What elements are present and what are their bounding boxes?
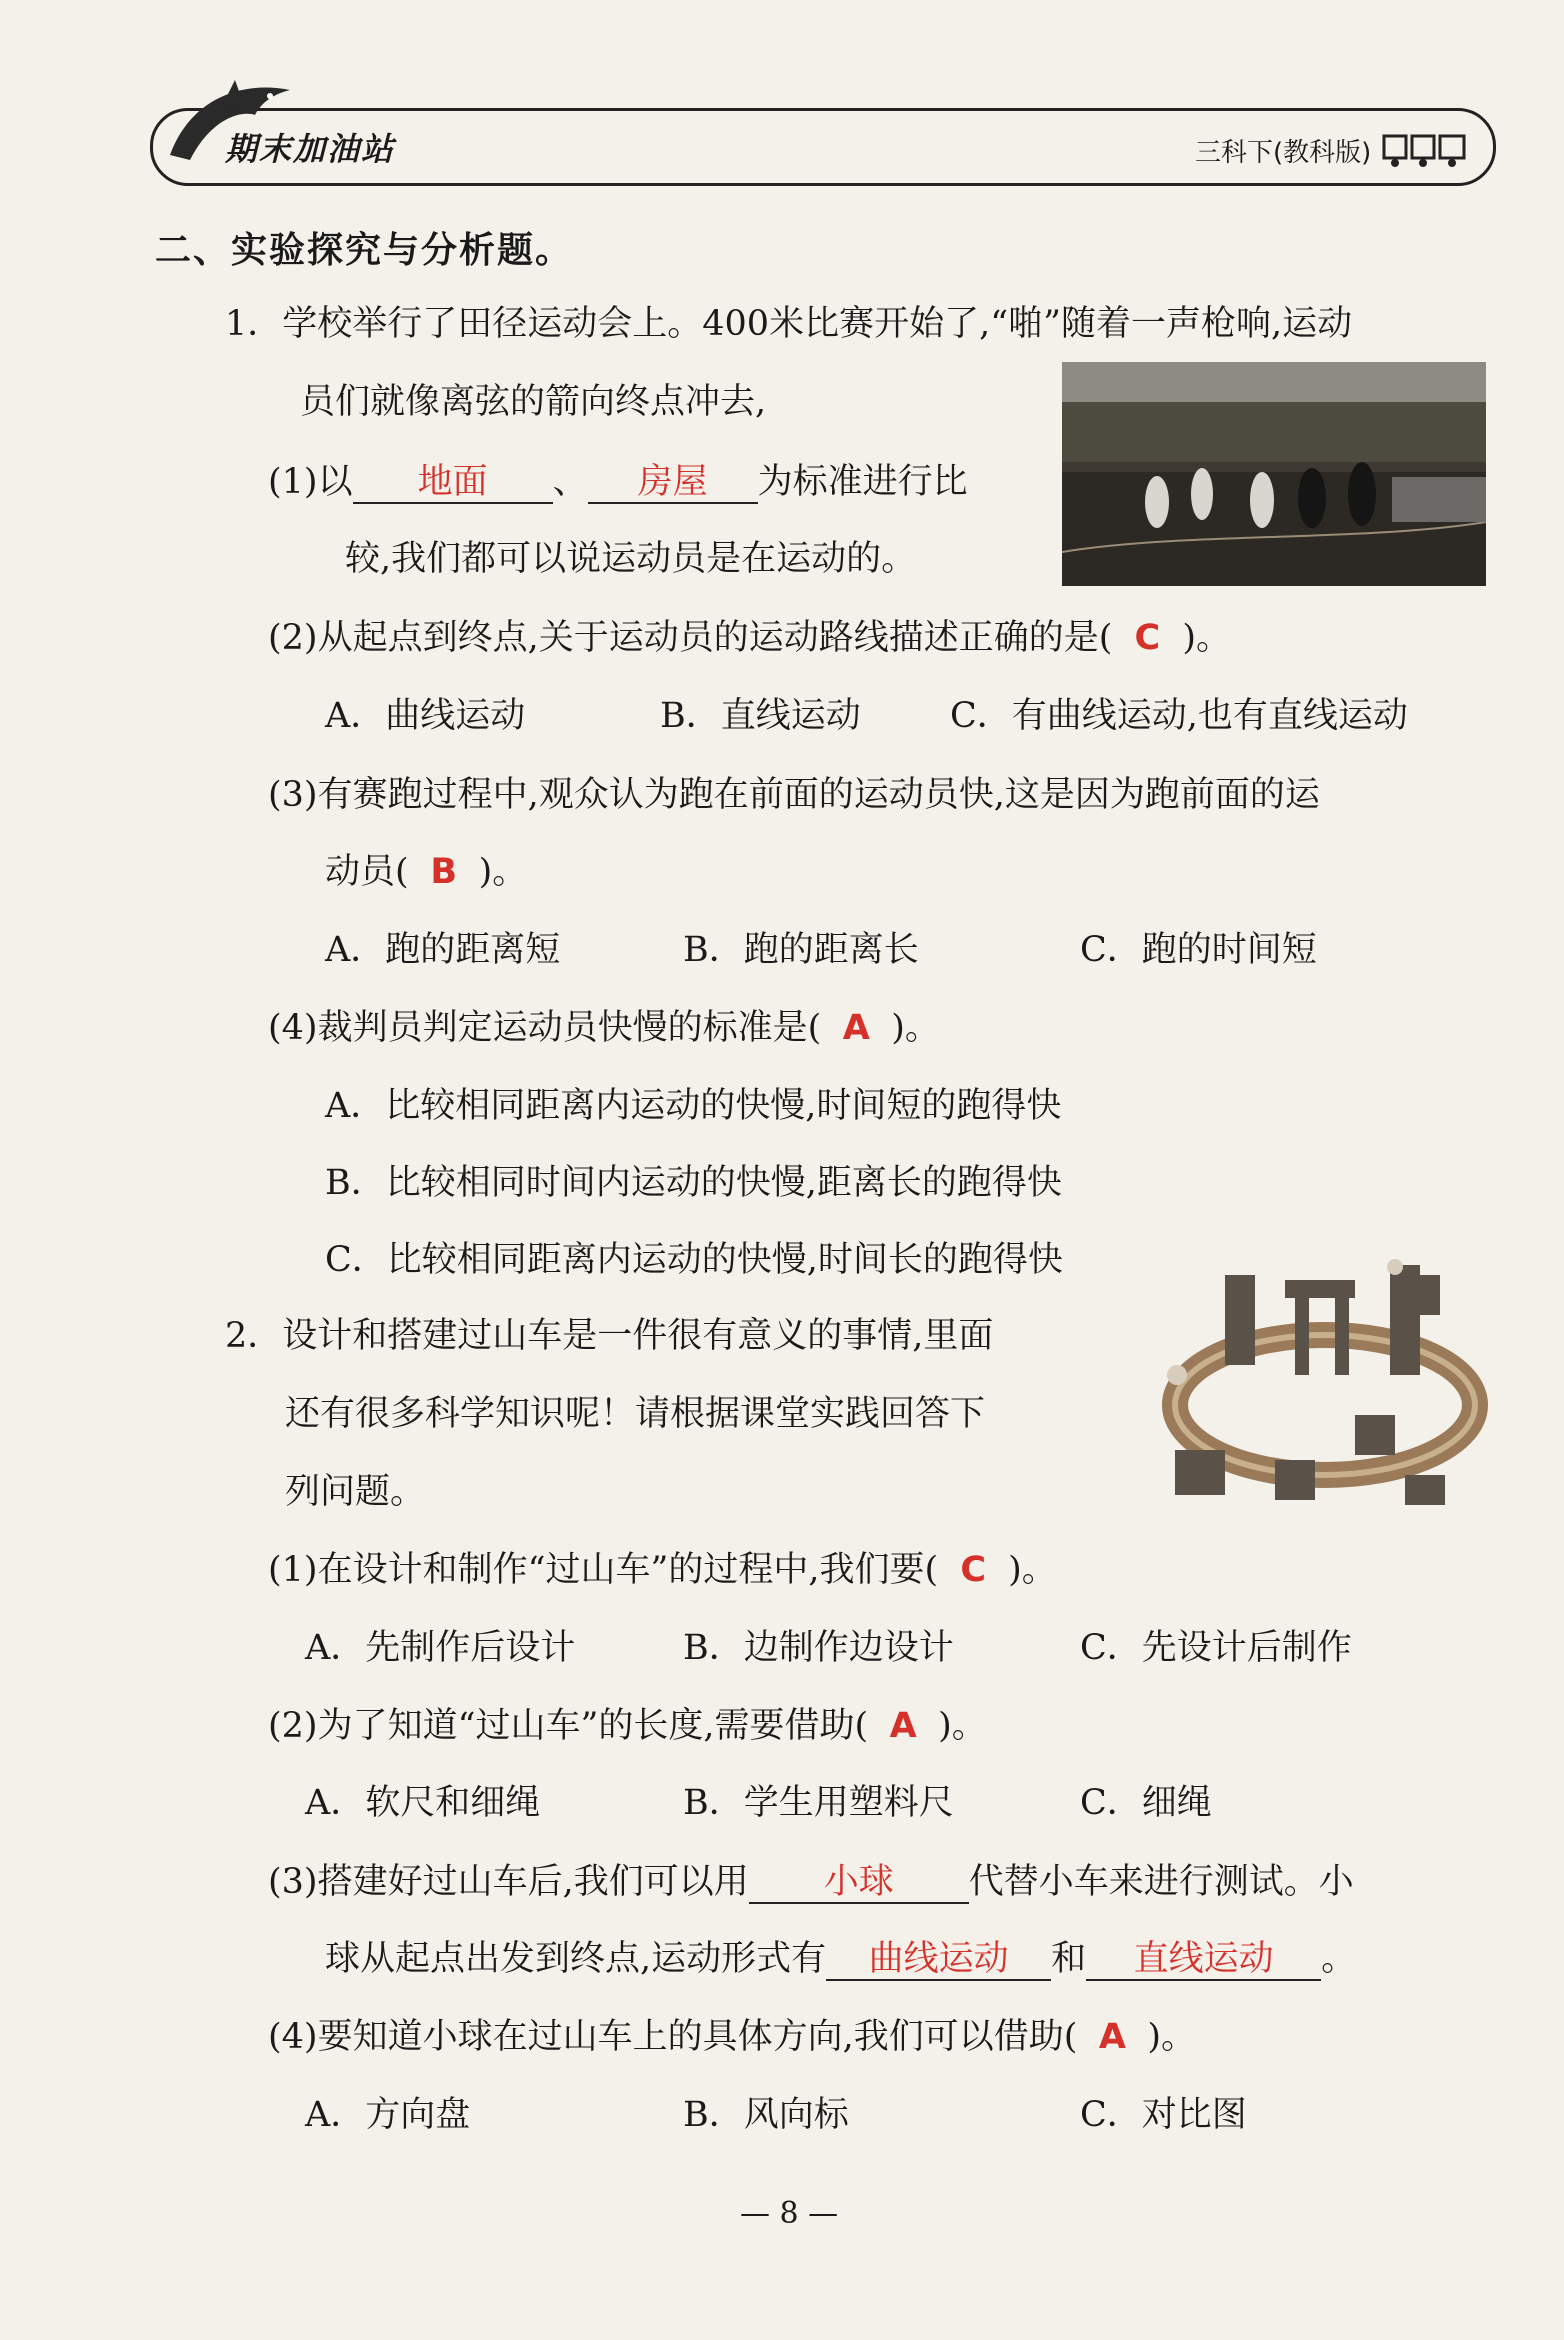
q1-p3-option-a: A．跑的距离短 bbox=[325, 930, 561, 970]
q2-p3-answer2: 曲线运动 bbox=[826, 1939, 1051, 1981]
q1-stem-line2: 员们就像离弦的箭向终点冲去, bbox=[300, 382, 767, 422]
page-number: — 8 — bbox=[740, 2196, 839, 2231]
q2-p1-answer: C bbox=[960, 1550, 986, 1590]
q2-p1-option-a: A．先制作后设计 bbox=[305, 1628, 576, 1668]
q1-p4 bbox=[268, 1006, 940, 1050]
q1-p4-option-a: A．比较相同距离内运动的快慢,时间短的跑得快 bbox=[325, 1086, 1062, 1126]
q1-p4-answer: A bbox=[842, 1008, 870, 1048]
q1-p3-option-b: B．跑的距离长 bbox=[683, 930, 919, 970]
q2-p3-line2 bbox=[325, 1937, 1356, 1981]
q1-p2-option-c: C．有曲线运动,也有直线运动 bbox=[950, 696, 1408, 736]
q2-p4-option-c: C．对比图 bbox=[1080, 2095, 1247, 2135]
q1-p3-prefix: 动员( bbox=[325, 852, 409, 892]
q2-p3-end: 。 bbox=[1321, 1939, 1357, 1979]
roller-coaster-model-photo bbox=[1155, 1245, 1493, 1510]
q1-p3-answer: B bbox=[430, 852, 457, 892]
header-subject: 三科下(教科版) bbox=[1195, 138, 1372, 168]
q2-p4-option-b: B．风向标 bbox=[683, 2095, 849, 2135]
q2-p1-suffix: )。 bbox=[1008, 1550, 1057, 1590]
q1-p3-line2 bbox=[325, 850, 527, 894]
q2-p3-prefix: (3)搭建好过山车后,我们可以用 bbox=[268, 1862, 749, 1902]
q2-p1-option-c: C．先设计后制作 bbox=[1080, 1628, 1352, 1668]
q2-p4-prefix: (4)要知道小球在过山车上的具体方向,我们可以借助( bbox=[268, 2017, 1078, 2057]
q2-stem-line1: 2．设计和搭建过山车是一件很有意义的事情,里面 bbox=[225, 1316, 994, 1356]
q1-p2-suffix: )。 bbox=[1182, 618, 1232, 658]
q2-p3-line2-prefix: 球从起点出发到终点,运动形式有 bbox=[325, 1939, 827, 1979]
track-race-photo bbox=[1062, 362, 1486, 586]
q2-p1-prefix: (1)在设计和制作“过山车”的过程中,我们要( bbox=[268, 1550, 939, 1590]
q1-p1-suffix: 为标准进行比 bbox=[757, 462, 968, 502]
q1-p3-line1: (3)有赛跑过程中,观众认为跑在前面的运动员快,这是因为跑前面的运 bbox=[268, 775, 1320, 815]
q1-p3-option-c: C．跑的时间短 bbox=[1080, 930, 1317, 970]
q2-p2-option-b: B．学生用塑料尺 bbox=[683, 1783, 954, 1823]
q2-p4-option-a: A．方向盘 bbox=[305, 2095, 471, 2135]
q2-stem-line2: 还有很多科学知识呢！请根据课堂实践回答下 bbox=[285, 1394, 986, 1434]
q2-p2 bbox=[268, 1704, 987, 1748]
header-title: 期末加油站 bbox=[225, 130, 396, 168]
q2-p2-option-a: A．软尺和细绳 bbox=[305, 1783, 541, 1823]
q1-p2 bbox=[268, 616, 1231, 660]
q1-p1-prefix: (1)以 bbox=[268, 462, 353, 502]
q1-p2-answer: C bbox=[1134, 618, 1161, 658]
q1-p4-option-b: B．比较相同时间内运动的快慢,距离长的跑得快 bbox=[325, 1163, 1062, 1203]
q2-p4-answer: A bbox=[1098, 2017, 1126, 2057]
q1-p1-line1 bbox=[268, 460, 968, 504]
q2-p4-suffix: )。 bbox=[1147, 2017, 1197, 2057]
q1-stem-line1: 1．学校举行了田径运动会上。400米比赛开始了,“啪”随着一声枪响,运动 bbox=[225, 304, 1353, 344]
q2-p4 bbox=[268, 2015, 1196, 2059]
q2-p3-middle: 代替小车来进行测试。小 bbox=[968, 1862, 1354, 1902]
q2-p2-option-c: C．细绳 bbox=[1080, 1783, 1212, 1823]
q2-p2-prefix: (2)为了知道“过山车”的长度,需要借助( bbox=[268, 1706, 869, 1746]
q1-p4-prefix: (4)裁判员判定运动员快慢的标准是( bbox=[268, 1008, 822, 1048]
q1-p1-line2: 较,我们都可以说运动员是在运动的。 bbox=[345, 539, 917, 579]
q2-p2-answer: A bbox=[889, 1706, 917, 1746]
q1-p1-answer2: 房屋 bbox=[588, 462, 758, 504]
q2-p2-suffix: )。 bbox=[938, 1706, 987, 1746]
q1-p3-suffix: )。 bbox=[478, 852, 528, 892]
q2-p1 bbox=[268, 1548, 1057, 1592]
q1-p4-option-c: C．比较相同距离内运动的快慢,时间长的跑得快 bbox=[325, 1240, 1063, 1280]
q1-p2-prefix: (2)从起点到终点,关于运动员的运动路线描述正确的是( bbox=[268, 618, 1113, 658]
q2-p1-option-b: B．边制作边设计 bbox=[683, 1628, 954, 1668]
q1-p1-answer1: 地面 bbox=[353, 462, 553, 504]
q2-stem-line3: 列问题。 bbox=[285, 1472, 426, 1512]
train-icon bbox=[1380, 126, 1470, 170]
section-title: 二、实验探究与分析题。 bbox=[155, 230, 574, 271]
q2-p3-answer3: 直线运动 bbox=[1086, 1939, 1321, 1981]
q1-p4-suffix: )。 bbox=[891, 1008, 940, 1048]
q1-p2-option-a: A．曲线运动 bbox=[325, 696, 526, 736]
q2-p3-and: 和 bbox=[1051, 1939, 1087, 1979]
q1-p1-separator: 、 bbox=[552, 462, 588, 502]
q1-p2-option-b: B．直线运动 bbox=[660, 696, 861, 736]
q2-p3-line1 bbox=[268, 1860, 1354, 1904]
q2-p3-answer1: 小球 bbox=[749, 1862, 969, 1904]
